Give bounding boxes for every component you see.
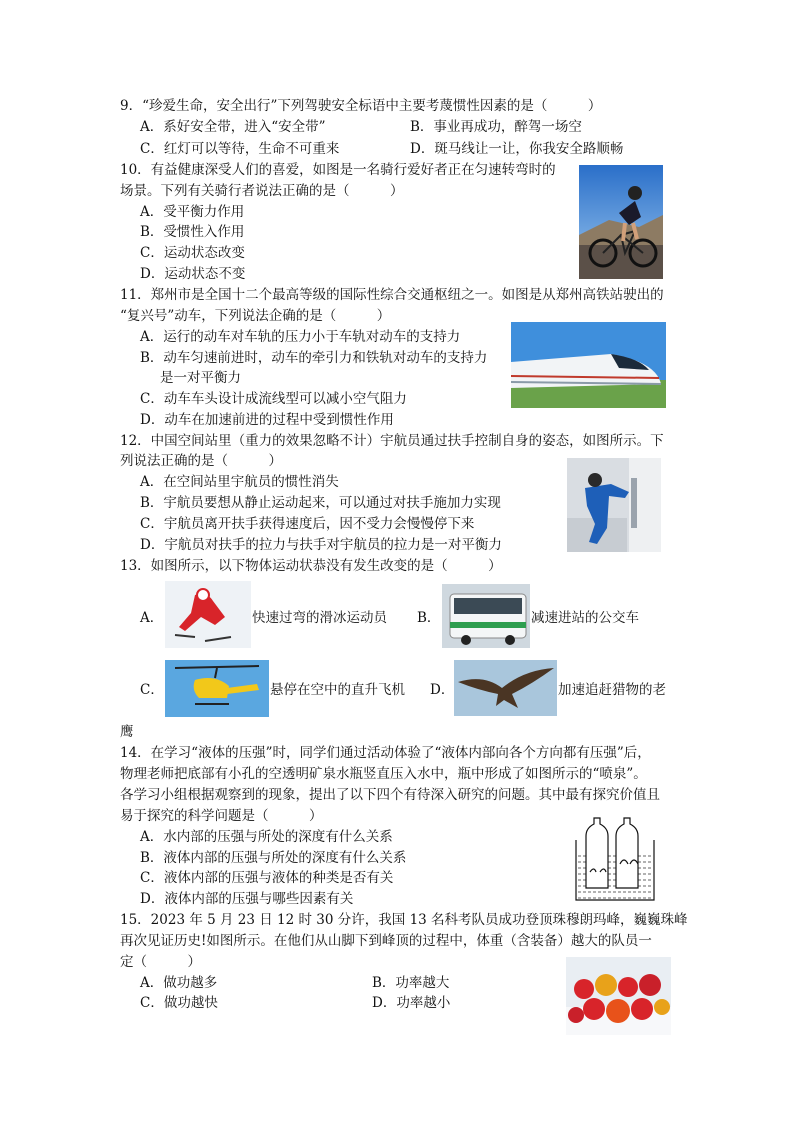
q11-stem-line1: 11．郑州市是全国十二个最高等级的国际性综合交通枢纽之一。如图是从郑州高铁站驶出的 [120,287,664,303]
q13-option-c-text: 悬停在空中的直升飞机 [270,682,405,698]
q9-stem: 9．“珍爱生命，安全出行”下列驾驶安全标语中主要考蔑惯性因素的是（ ） [120,98,602,114]
eagle-image [454,660,557,716]
q11-option-d: D．动车在加速前进的过程中受到惯性作用 [140,412,394,428]
q13-option-d-letter: D． [430,682,455,698]
q11-option-b-line2: 是一对平衡力 [160,370,241,386]
water-fountain-diagram [572,812,658,904]
bullet-train-image [511,322,666,408]
q15-option-a: A．做功越多 [140,975,218,991]
helicopter-image [165,660,269,717]
q10-stem-line1: 10．有益健康深受人们的喜爱，如图是一名骑行爱好者正在匀速转弯时的 [120,162,556,178]
q12-option-d: D．宇航员对扶手的拉力与扶手对宇航员的拉力是一对平衡力 [140,537,502,553]
q12-option-c: C．宇航员离开扶手获得速度后，因不受力会慢慢停下来 [140,516,475,532]
q15-stem-line1: 15．2023 年 5 月 23 日 12 时 30 分许，我国 13 名科考队员成功登顶珠穆朗玛峰，巍巍珠峰 [120,912,688,928]
astronaut-image [567,458,661,552]
q9-option-a: A．系好安全带，进入“安全带” [140,119,326,135]
q15-option-d: D．功率越小 [372,995,451,1011]
q10-option-c: C．运动状态改变 [140,245,245,261]
q10-option-d: D．运动状态不变 [140,266,246,282]
q14-option-b: B．液体内部的压强与所处的深度有什么关系 [140,850,407,866]
q13-option-c-letter: C． [140,682,164,698]
q15-stem-line3: 定（ ） [120,954,201,970]
q13-option-a-letter: A． [140,610,164,626]
q13-option-d-text-tail: 鹰 [120,724,134,740]
q13-option-a-text: 快速过弯的滑冰运动员 [252,610,387,626]
q11-option-c: C．动车车头设计成流线型可以减小空气阻力 [140,391,407,407]
q12-stem-line2: 列说法正确的是（ ） [120,453,282,469]
q15-option-c: C．做功越快 [140,995,218,1011]
q13-option-d-text: 加速追赶猎物的老 [558,682,666,698]
q15-stem-line2: 再次见证历史!如图所示。在他们从山脚下到峰顶的过程中，体重（含装备）越大的队员一 [120,933,652,949]
q13-stem: 13．如图所示，以下物体运动状恭没有发生改变的是（ ） [120,558,502,574]
q14-option-c: C．液体内部的压强与液体的种类是否有关 [140,870,394,886]
q14-stem-line1: 14．在学习“液体的压强”时，同学们通过活动体验了“液体内部向各个方向都有压强”后， [120,745,651,761]
q14-stem-line4: 易于探究的科学问题是（ ） [120,808,323,824]
q13-option-b-text: 减速进站的公交车 [531,610,639,626]
q12-option-a: A．在空间站里宇航员的惯性消失 [140,474,339,490]
q14-stem-line2: 物理老师把底部有小孔的空透明矿泉水瓶竖直压入水中，瓶中形成了如图所示的“喷泉”。 [120,766,647,782]
q10-stem-line2: 场景。下列有关骑行者说法正确的是（ ） [120,183,404,199]
q9-option-c: C．红灯可以等待，生命不可重来 [140,141,340,157]
q13-option-b-letter: B． [417,610,441,626]
q12-stem-line1: 12．中国空间站里（重力的效果忽略不计）宇航员通过扶手控制自身的姿态，如图所示。下 [120,433,664,449]
q10-option-b: B．受惯性入作用 [140,224,245,240]
q15-option-b: B．功率越大 [372,975,450,991]
q12-option-b: B．宇航员要想从静止运动起来，可以通过对扶手施加力实现 [140,495,501,511]
cyclist-image [579,165,663,279]
q14-option-a: A．水内部的压强与所处的深度有什么关系 [140,829,393,845]
climbers-image [566,957,671,1035]
q11-option-a: A．运行的动车对车轨的压力小于车轨对动车的支持力 [140,329,461,345]
q10-option-a: A．受平衡力作用 [140,204,245,220]
q14-stem-line3: 各学习小组根据观察到的现象，提出了以下四个有待深入研究的问题。其中最有探究价值且 [120,787,660,803]
speed-skater-image [165,581,251,648]
q11-stem-line2: “复兴号”动车，下列说法企确的是（ ） [120,308,391,324]
q14-option-d: D．液体内部的压强与哪些因素有关 [140,891,354,907]
q9-option-b: B．事业再成功，醉驾一场空 [410,119,582,135]
q9-option-d: D．斑马线让一让，你我安全路顺畅 [410,141,624,157]
bus-image [442,584,530,648]
q11-option-b-line1: B．动车匀速前进时，动车的牵引力和铁轨对动车的支持力 [140,350,488,366]
